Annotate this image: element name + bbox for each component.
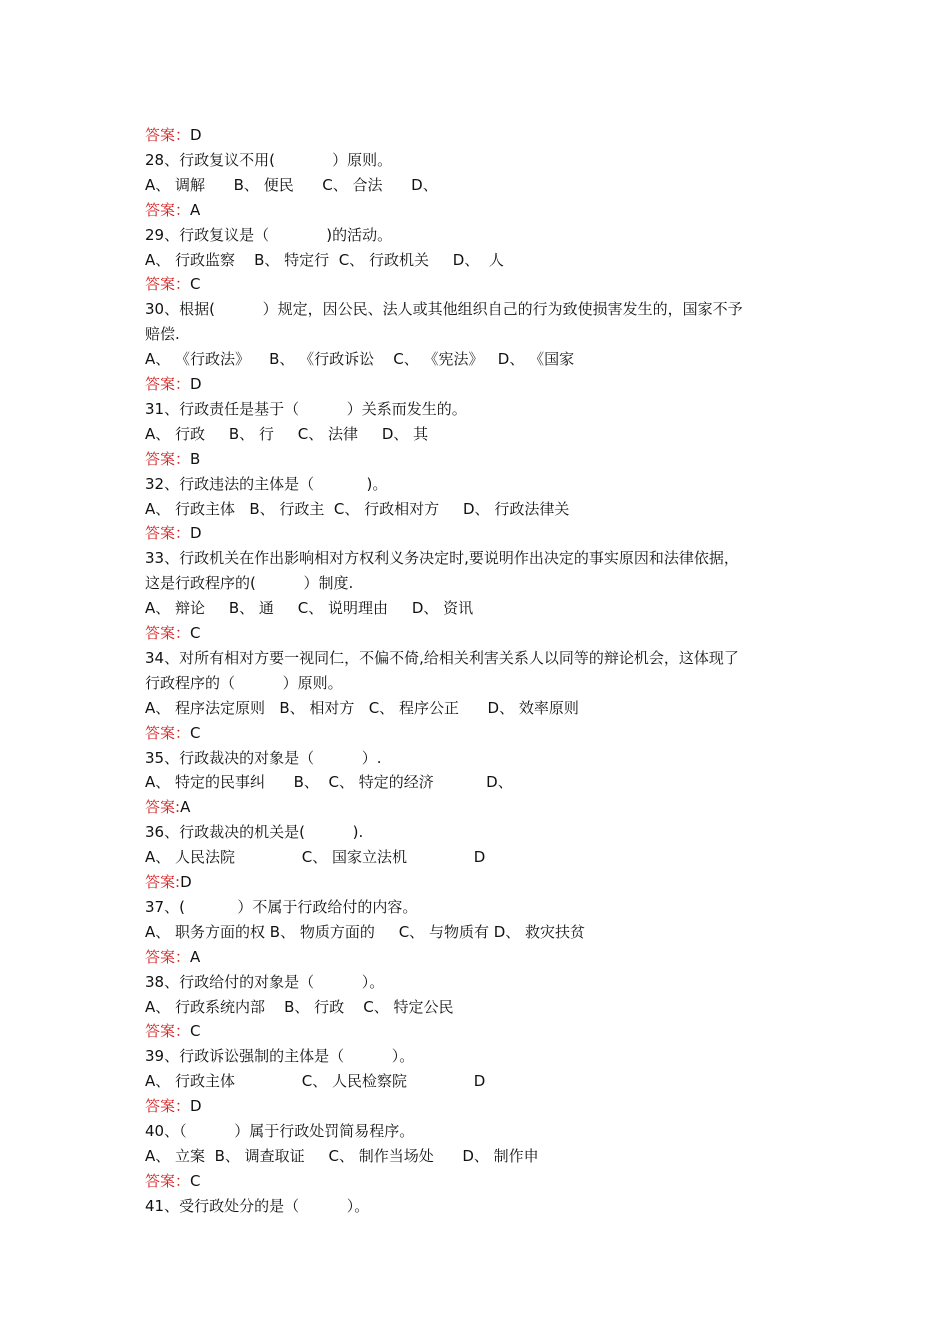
answer-label: 答案： (145, 723, 191, 742)
options-line: A、 行政监察 B、 特定行 C、 行政机关 D、 人 (145, 250, 504, 269)
options-line: A、 立案 B、 调查取证 C、 制作当场处 D、 制作申 (145, 1146, 539, 1165)
answer-line (145, 623, 201, 643)
answer-value: D (190, 126, 202, 144)
question-text: 这是行政程序的( ）制度. (145, 574, 354, 593)
question-text: 33、行政机关在作出影响相对方权利义务决定时,要说明作出决定的事实原因和法律依据， (145, 549, 739, 568)
answer-line (145, 523, 202, 543)
options-line: A、 辩论 B、 通 C、 说明理由 D、 资讯 (145, 599, 474, 618)
answer-line (145, 872, 192, 892)
answer-label: 答案： (145, 126, 191, 144)
options-line: A、 程序法定原则 B、 相对方 C、 程序公正 D、 效率原则 (145, 698, 579, 717)
answer-value: D (180, 873, 192, 891)
options-line: A、 职务方面的权 B、 物质方面的 C、 与物质有 D、 救灾扶贫 (145, 922, 586, 941)
question-text: 37、( ）不属于行政给付的内容。 (145, 897, 418, 916)
answer-line (145, 200, 200, 220)
answer-value: C (190, 275, 201, 294)
answer-value: A (180, 798, 191, 817)
answer-label: 答案： (145, 624, 191, 642)
options-line: A、 调解 B、 便民 C、 合法 D、 (145, 175, 438, 194)
answer-value: D (190, 1097, 202, 1116)
question-text: 41、受行政处分的是（ ）。 (145, 1196, 370, 1215)
question-text: 32、行政违法的主体是（ )。 (145, 474, 388, 493)
options-line: A、 行政系统内部 B、 行政 C、 特定公民 (145, 997, 454, 1016)
question-text: 29、行政复议是（ )的活动。 (145, 225, 393, 244)
answer-label: 答案： (145, 200, 191, 219)
answer-label: 答案： (145, 449, 191, 468)
answer-label: 答案： (145, 524, 191, 543)
question-text: 30、根据( ）规定，因公民、法人或其他组织自己的行为致使损害发生的，国家不予 (145, 300, 743, 319)
options-line: A、 《行政法》 B、 《行政诉讼 C、 《宪法》 D、 《国家 (145, 350, 575, 369)
options-line: A、 人民法院 C、 国家立法机 D (145, 848, 486, 867)
answer-line (145, 947, 200, 967)
answer-label: 答案： (145, 275, 191, 294)
options-line: A、 行政主体 B、 行政主 C、 行政相对方 D、 行政法律关 (145, 499, 570, 518)
answer-line (145, 449, 200, 469)
question-text: 34、对所有相对方要一视同仁，不偏不倚,给相关利害关系人以同等的辩论机会，这体现了 (145, 648, 739, 667)
answer-line (145, 797, 190, 817)
answer-value: C (190, 624, 201, 642)
question-text: 28、行政复议不用( ）原则。 (145, 150, 393, 169)
answer-label: 答案： (145, 375, 191, 393)
answer-label: 答案: (145, 873, 181, 891)
question-text: 36、行政裁决的机关是( ). (145, 823, 364, 842)
question-text: 赔偿. (145, 325, 180, 344)
question-text: 40、（ ）属于行政处罚简易程序。 (145, 1122, 415, 1140)
answer-label: 答案： (145, 1171, 191, 1190)
answer-line (145, 723, 201, 743)
question-text: 行政程序的（ ）原则。 (145, 673, 343, 692)
question-text: 31、行政责任是基于（ ）关系而发生的。 (145, 399, 467, 418)
answer-line (145, 374, 202, 394)
question-text: 38、行政给付的对象是（ ）。 (145, 972, 385, 991)
question-text: 39、行政诉讼强制的主体是（ ）。 (145, 1047, 415, 1066)
answer-label: 答案： (145, 947, 191, 966)
question-text: 35、行政裁决的对象是（ ）. (145, 748, 382, 767)
answer-line (145, 274, 201, 294)
answer-value: C (190, 1022, 201, 1041)
answer-value: D (190, 524, 202, 543)
answer-value: C (190, 723, 201, 742)
answer-line (145, 1171, 201, 1191)
answer-value: C (190, 1171, 201, 1190)
options-line: A、 行政主体 C、 人民检察院 D (145, 1072, 486, 1091)
answer-label: 答案： (145, 1022, 191, 1041)
answer-value: A (190, 947, 201, 966)
options-line: A、 特定的民事纠 B、 C、 特定的经济 D、 (145, 773, 513, 792)
answer-value: B (190, 449, 201, 468)
answer-line (145, 1096, 202, 1116)
options-line: A、 行政 B、 行 C、 法律 D、 其 (145, 424, 429, 443)
answer-line (145, 1021, 201, 1041)
answer-value: D (190, 375, 202, 393)
answer-value: A (190, 200, 201, 219)
answer-label: 答案： (145, 1097, 191, 1116)
answer-line (145, 125, 202, 145)
answer-label: 答案: (145, 798, 181, 817)
